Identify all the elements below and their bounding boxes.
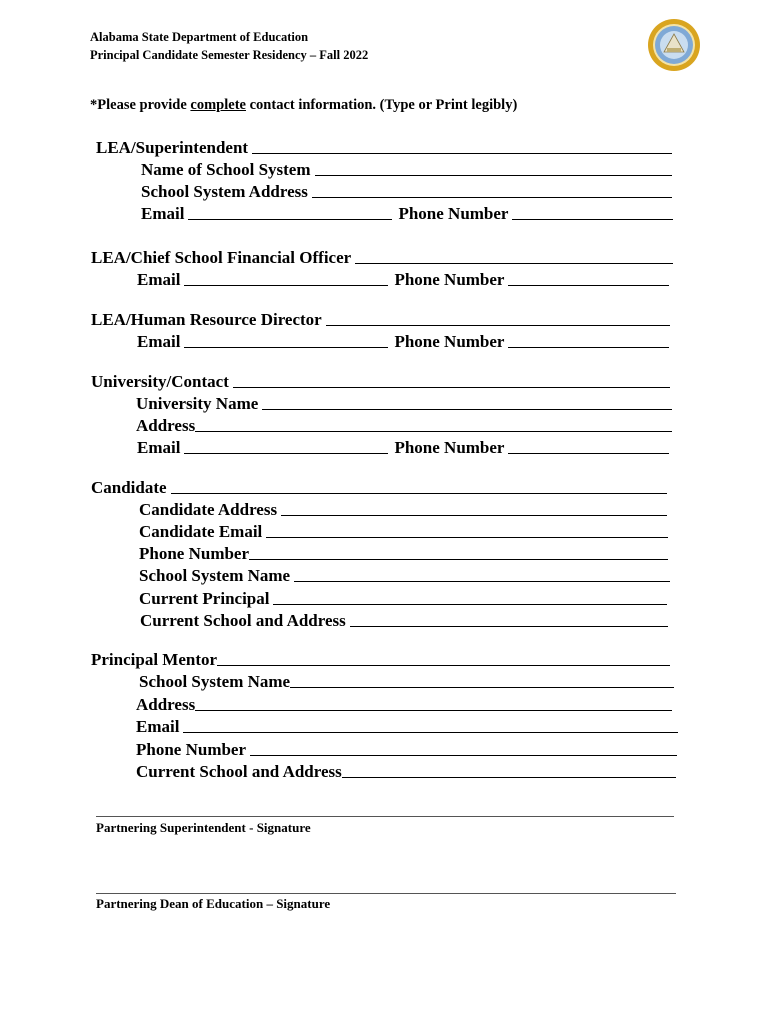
school-system-address-row bbox=[141, 180, 672, 202]
school-system-name-row bbox=[141, 158, 672, 180]
mentor-school-address-field[interactable] bbox=[342, 777, 676, 778]
mentor-phone-label: Phone Number bbox=[136, 740, 247, 759]
school-system-address-field[interactable] bbox=[312, 197, 672, 198]
candidate-school-system-label: School System Name bbox=[139, 566, 291, 585]
hr-email-phone-row bbox=[137, 330, 669, 352]
mentor-email-label: Email bbox=[136, 717, 180, 736]
instruction-emphasis: complete bbox=[190, 97, 246, 113]
university-name-row bbox=[136, 392, 672, 414]
candidate-email-label: Candidate Email bbox=[139, 522, 263, 541]
candidate-school-system-row bbox=[139, 564, 670, 586]
lea-hr-field[interactable] bbox=[326, 325, 670, 326]
principal-mentor-field[interactable] bbox=[217, 665, 670, 666]
candidate-label: Candidate bbox=[91, 478, 167, 497]
candidate-phone-row bbox=[139, 542, 668, 564]
principal-mentor-label: Principal Mentor bbox=[91, 650, 218, 669]
university-email-phone-row bbox=[137, 436, 669, 458]
email-field[interactable] bbox=[184, 347, 388, 348]
lea-hr-row bbox=[91, 308, 670, 330]
mentor-school-address-label: Current School and Address bbox=[136, 762, 342, 781]
mentor-phone-row bbox=[136, 738, 677, 760]
mentor-phone-field[interactable] bbox=[250, 755, 677, 756]
candidate-row bbox=[91, 476, 667, 498]
mentor-address-row bbox=[136, 693, 672, 715]
candidate-field[interactable] bbox=[171, 493, 667, 494]
lea-hr-label: LEA/Human Resource Director bbox=[91, 310, 322, 329]
candidate-address-field[interactable] bbox=[281, 515, 667, 516]
lea-superintendent-row bbox=[96, 136, 672, 158]
phone-label: Phone Number bbox=[398, 204, 509, 223]
school-system-address-label: School System Address bbox=[141, 182, 308, 201]
candidate-email-field[interactable] bbox=[266, 537, 668, 538]
university-name-field[interactable] bbox=[262, 409, 672, 410]
mentor-address-label: Address bbox=[136, 695, 196, 714]
superintendent-email-phone-row bbox=[141, 202, 673, 224]
university-contact-row bbox=[91, 370, 670, 392]
lea-superintendent-label: LEA/Superintendent bbox=[96, 138, 249, 157]
superintendent-signature-line[interactable] bbox=[96, 816, 674, 817]
candidate-address-row bbox=[139, 498, 667, 520]
lea-cfo-field[interactable] bbox=[355, 263, 673, 264]
lea-cfo-label: LEA/Chief School Financial Officer bbox=[91, 248, 352, 267]
candidate-address-label: Candidate Address bbox=[139, 500, 278, 519]
phone-label: Phone Number bbox=[394, 270, 505, 289]
university-contact-field[interactable] bbox=[233, 387, 670, 388]
mentor-email-row bbox=[136, 715, 678, 737]
email-label: Email bbox=[137, 332, 181, 351]
superintendent-signature-label: Partnering Superintendent - Signature bbox=[96, 820, 311, 835]
university-address-field[interactable] bbox=[195, 431, 672, 432]
university-contact-label: University/Contact bbox=[91, 372, 229, 391]
lea-superintendent-field[interactable] bbox=[252, 153, 672, 154]
instruction-text: *Please provide complete contact information. (Type or Print legibly) bbox=[90, 97, 518, 113]
candidate-email-row bbox=[139, 520, 668, 542]
mentor-address-field[interactable] bbox=[195, 710, 672, 711]
phone-label: Phone Number bbox=[394, 438, 505, 457]
mentor-school-address-row bbox=[136, 760, 676, 782]
email-label: Email bbox=[137, 270, 181, 289]
candidate-principal-row bbox=[139, 587, 667, 609]
email-field[interactable] bbox=[184, 285, 388, 286]
email-field[interactable] bbox=[188, 219, 392, 220]
email-label: Email bbox=[137, 438, 181, 457]
university-name-label: University Name bbox=[136, 394, 259, 413]
mentor-email-field[interactable] bbox=[183, 732, 678, 733]
candidate-principal-field[interactable] bbox=[273, 604, 667, 605]
phone-field[interactable] bbox=[508, 347, 669, 348]
candidate-phone-label: Phone Number bbox=[139, 544, 250, 563]
mentor-school-system-label: School System Name bbox=[139, 672, 291, 691]
mentor-school-system-row bbox=[139, 670, 674, 692]
university-address-label: Address bbox=[136, 416, 196, 435]
candidate-school-address-label: Current School and Address bbox=[140, 611, 346, 630]
header-program: Principal Candidate Semester Residency – Fall 2022 bbox=[90, 48, 369, 62]
candidate-phone-field[interactable] bbox=[249, 559, 668, 560]
dean-signature-label: Partnering Dean of Education – Signature bbox=[96, 896, 331, 911]
header-org: Alabama State Department of Education bbox=[90, 30, 309, 44]
phone-label: Phone Number bbox=[394, 332, 505, 351]
principal-mentor-row bbox=[91, 648, 670, 670]
state-seal-icon bbox=[647, 18, 701, 72]
email-field[interactable] bbox=[184, 453, 388, 454]
candidate-school-address-row bbox=[140, 609, 668, 631]
school-system-name-label: Name of School System bbox=[141, 160, 311, 179]
candidate-school-system-field[interactable] bbox=[294, 581, 670, 582]
lea-cfo-row bbox=[91, 246, 673, 268]
phone-field[interactable] bbox=[512, 219, 673, 220]
phone-field[interactable] bbox=[508, 453, 669, 454]
candidate-principal-label: Current Principal bbox=[139, 589, 270, 608]
school-system-name-field[interactable] bbox=[315, 175, 672, 176]
dean-signature-line[interactable] bbox=[96, 893, 676, 894]
university-address-row bbox=[136, 414, 672, 436]
email-label: Email bbox=[141, 204, 185, 223]
mentor-school-system-field[interactable] bbox=[290, 687, 674, 688]
cfo-email-phone-row bbox=[137, 268, 669, 290]
candidate-school-address-field[interactable] bbox=[350, 626, 668, 627]
phone-field[interactable] bbox=[508, 285, 669, 286]
